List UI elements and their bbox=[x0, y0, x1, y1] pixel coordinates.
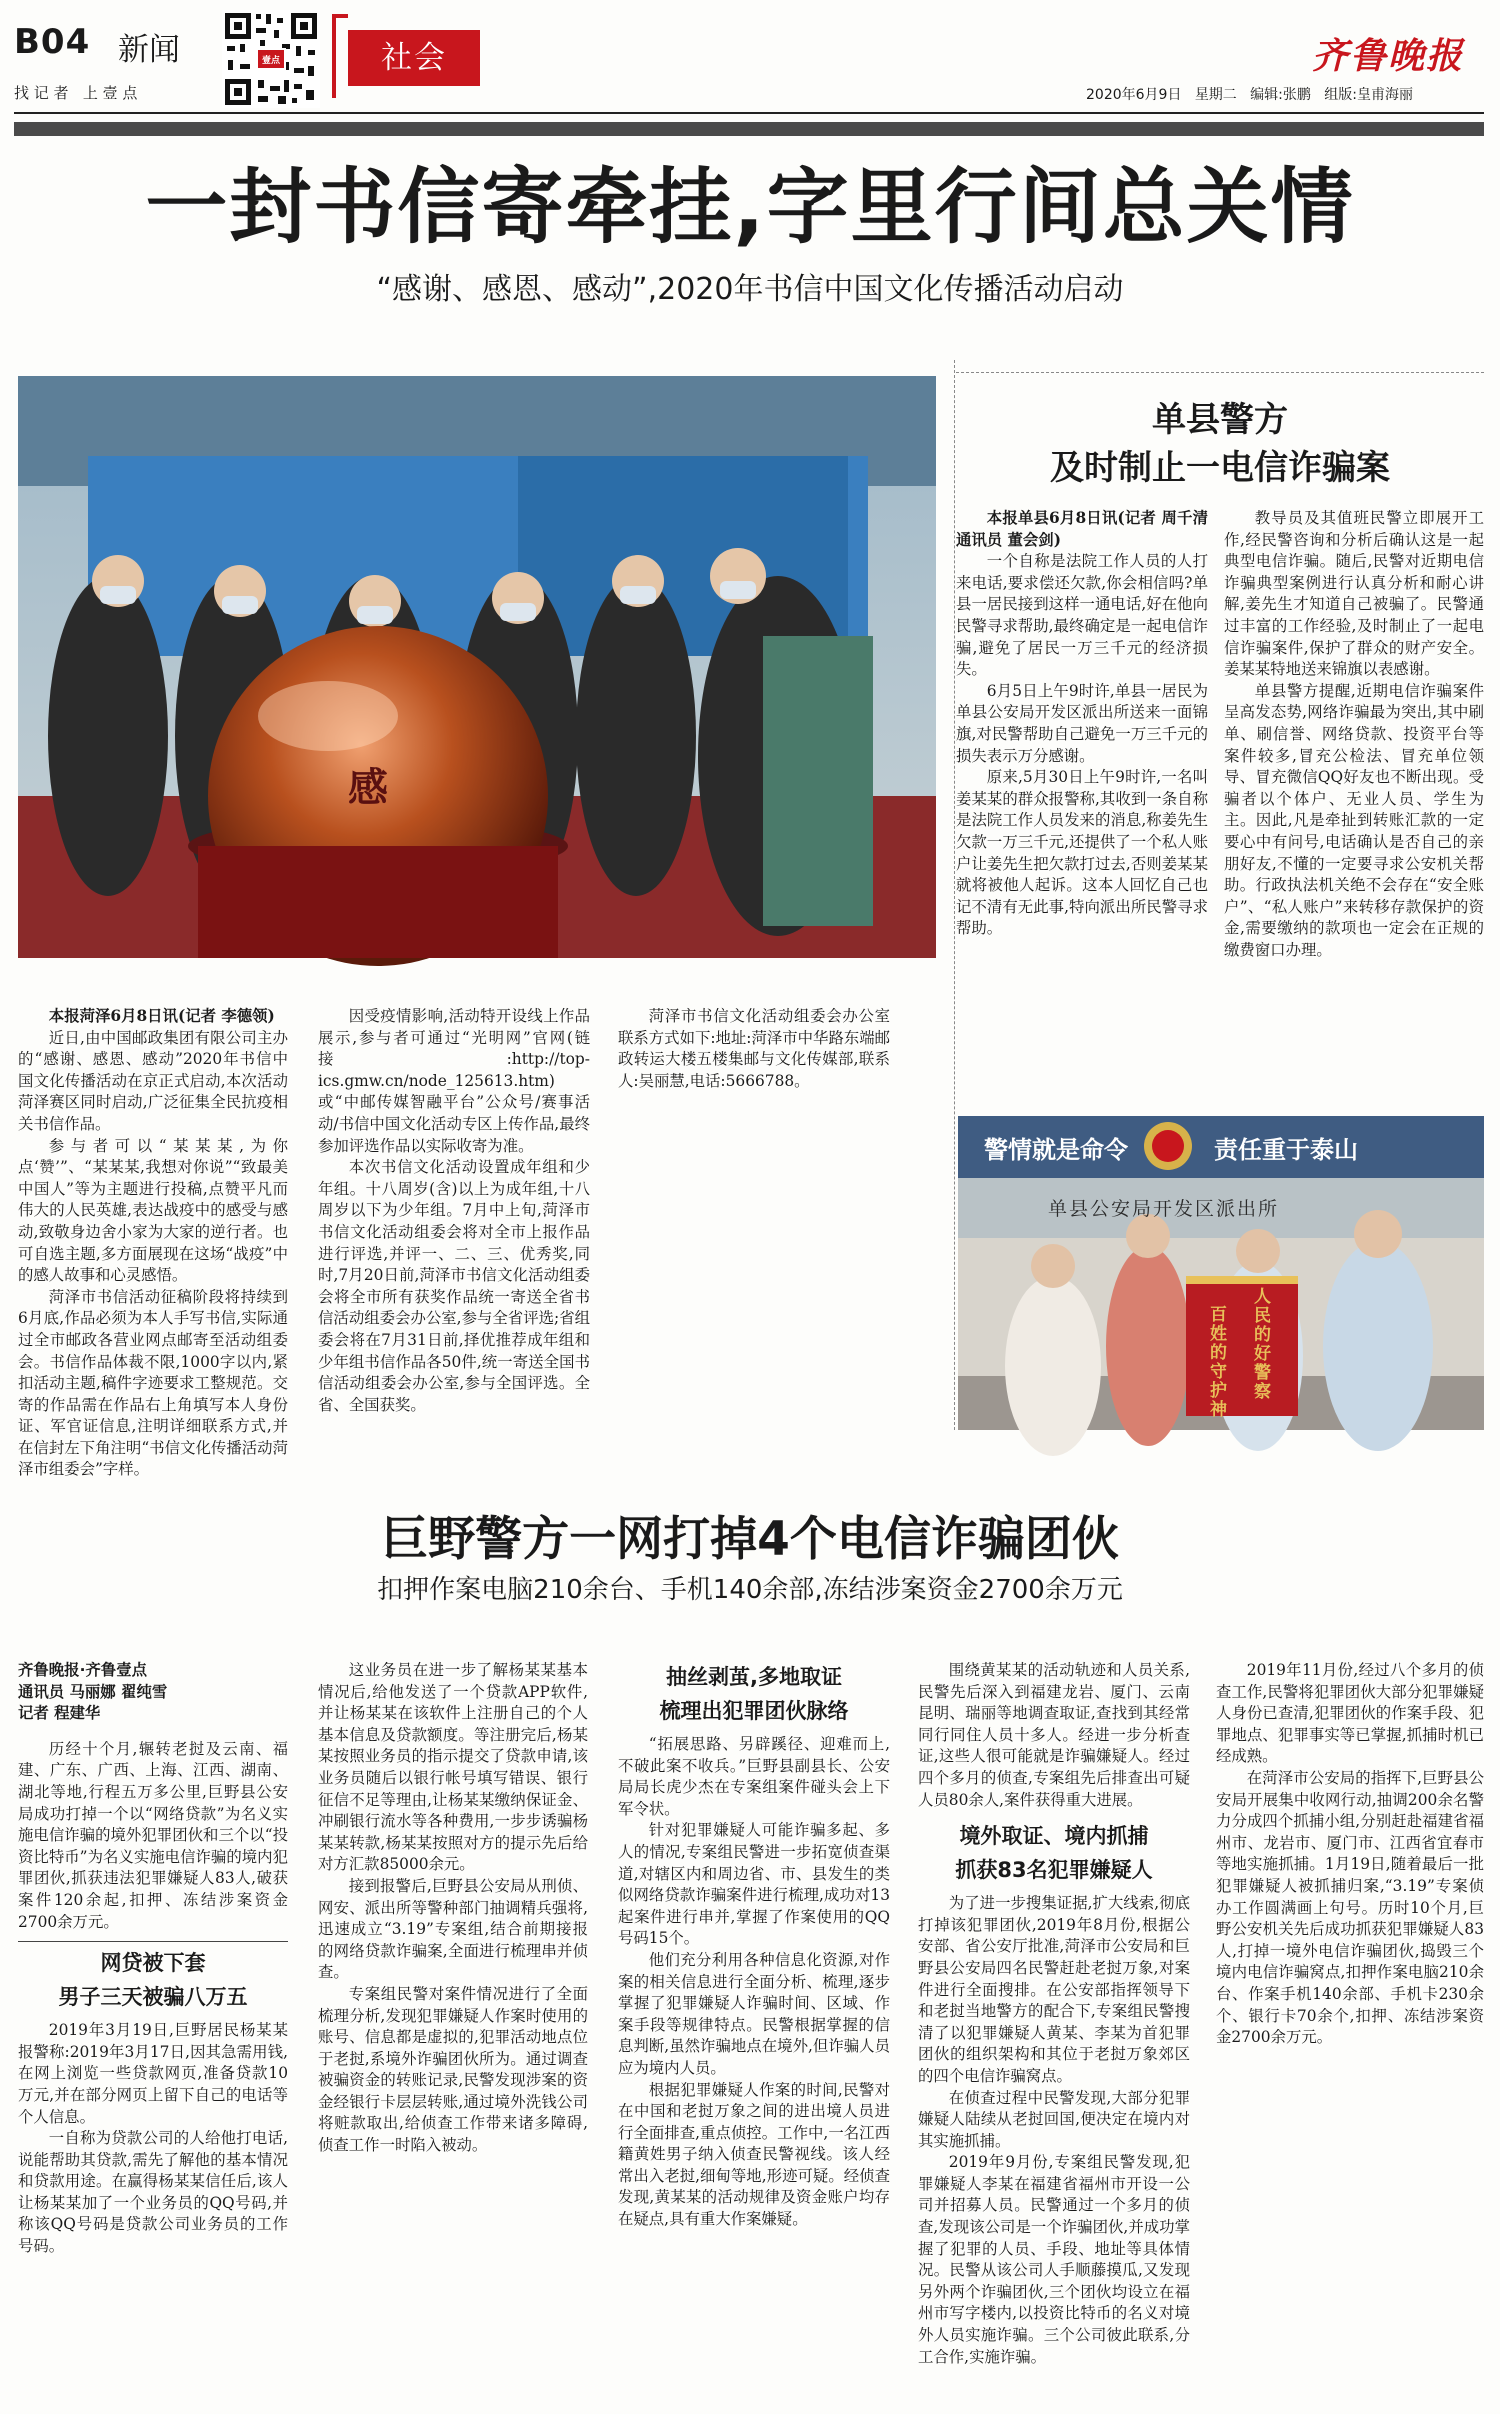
juye-paragraph: 一自称为贷款公司的人给他打电话,说能帮助其贷款,需先了解他的基本情况和贷款用途。在赢得杨某某信任后,该人让杨某某加了一个业务员的QQ号码,并称该QQ号码是贷款公司业务员的工作号码。 bbox=[18, 2129, 288, 2256]
lead-byline: 本报菏泽6月8日讯(记者 李德领) bbox=[48, 1007, 275, 1025]
shanxian-column-1 bbox=[956, 508, 1208, 1112]
juye-column-5 bbox=[1216, 1660, 1484, 2404]
juye-column-1 bbox=[18, 1660, 288, 2404]
juye-subhead-2 bbox=[618, 1660, 890, 1728]
section-name: 新闻 bbox=[118, 32, 180, 68]
juye-paragraph: 2019年3月19日,巨野居民杨某某报警称:2019年3月17日,因其急需用钱,在网上浏览一些贷款网页,准备贷款10万元,并在部分网页上留下自己的电话等个人信息。 bbox=[18, 2021, 288, 2126]
juye-paragraph: 围绕黄某某的活动轨迹和人员关系,民警先后深入到福建龙岩、厦门、云南昆明、瑞丽等地调查取证,查找到其经常同行同住人员十多人。经进一步分析查证,这些人很可能就是诈骗嫌疑人。经过四个多月的侦查,专案组先后排查出可疑人员80余人,案件获得重大进展。 bbox=[918, 1661, 1190, 1809]
shanxian-headline bbox=[956, 396, 1484, 492]
qr-label: 壹点 bbox=[261, 56, 280, 66]
editor-credit: 编辑:张鹏 bbox=[1250, 87, 1311, 103]
page-number: B04 bbox=[14, 22, 91, 62]
lead-headline: 一封书信寄牵挂,字里行间总关情 bbox=[145, 160, 1355, 255]
juye-subhead-3-line2: 抓获83名犯罪嫌疑人 bbox=[955, 1858, 1153, 1883]
juye-subhead-3-line1: 境外取证、境内抓捕 bbox=[959, 1824, 1149, 1849]
juye-subhead-1-line1: 网贷被下套 bbox=[100, 1951, 206, 1976]
juye-paragraph: 2019年11月份,经过八个多月的侦查工作,民警将犯罪团伙大部分犯罪嫌疑人身份已查清,犯罪团伙的作案手段、犯罪地点、犯罪事实等已掌握,抓捕时机已经成熟。 bbox=[1216, 1661, 1484, 1766]
shanxian-paragraph: 一个自称是法院工作人员的人打来电话,要求偿还欠款,你会相信吗?单县一居民接到这样一通电话,好在他向民警寻求帮助,最终确定是一起电信诈骗,避免了居民一万三千元的经济损失。 bbox=[956, 552, 1208, 679]
juye-subhead-2-line2: 梳理出犯罪团伙脉络 bbox=[659, 1699, 849, 1723]
masthead-slogan: 找 记 者 上 壹 点 bbox=[14, 84, 138, 102]
police-badge-icon bbox=[1144, 1122, 1192, 1170]
issue-date: 2020年6月9日 bbox=[1086, 87, 1182, 103]
juye-byline-2: 通讯员 马丽娜 翟纯雪 bbox=[18, 1682, 168, 1701]
lead-column-1 bbox=[18, 1006, 288, 1479]
juye-column-2 bbox=[318, 1660, 588, 2404]
lead-paragraph: 参与者可以“某某某,为你点‘赞’”、“某某某,我想对你说”“致最美中国人”等为主题进行投稿,点赞平凡而伟大的人民英雄,表达战疫中的感受与感动,致敬身边舍小家为大家的逆行者。也可自选主题,多方面展现在这场“战疫”中的感人故事和心灵感悟。 bbox=[18, 1136, 288, 1285]
paper-name: 齐鲁晚报 bbox=[1312, 35, 1465, 77]
masthead-rule bbox=[14, 112, 1484, 114]
juye-paragraph: “拓展思路、另辟蹊径、迎难而上,不破此案不收兵。”巨野县副县长、公安局局长虎少杰在专案组案件碰头会上下军令状。 bbox=[618, 1735, 890, 1818]
juye-subhead-1 bbox=[18, 1941, 288, 2014]
juye-paragraph: 这业务员在进一步了解杨某某基本情况后,给他发送了一个贷款APP软件,并让杨某某在该软件上注册自己的个人基本信息及贷款额度。等注册完后,杨某某按照业务员的指示提交了贷款申请,该业务员随后以银行帐号填写错误、银行征信不足等理由,让杨某某缴纳保证金、冲刷银行流水等各种费用,一步步诱骗杨某某转款,杨某某按照对方的提示先后给对方汇款85000余元。 bbox=[318, 1661, 588, 1874]
juye-paragraph: 在侦查过程中民警发现,大部分犯罪嫌疑人陆续从老挝回国,便决定在境内对其实施抓捕。 bbox=[918, 2088, 1190, 2150]
juye-paragraph: 历经十个月,辗转老挝及云南、福建、广东、广西、上海、江西、湖南、湖北等地,行程五万多公里,巨野县公安局成功打掉一个以“网络贷款”为名义实施电信诈骗的境外犯罪团伙和三个以“投资比特币”为名义实施电信诈骗的境内犯罪团伙,抓获违法犯罪嫌疑人83人,破获案件120余起,扣押、冻结涉案资金2700余万元。 bbox=[18, 1739, 288, 1931]
shanxian-paragraph: 6月5日上午9时许,单县一居民为单县公安局开发区派出所送来一面锦旗,对民警帮助自己避免一万三千元的损失表示万分感谢。 bbox=[956, 681, 1208, 765]
juye-column-4 bbox=[918, 1660, 1190, 2404]
photo-sign-slogan-1: 警情就是命令 bbox=[984, 1136, 1128, 1164]
juye-subhead-3 bbox=[918, 1819, 1190, 1887]
lead-paragraph: 本次书信文化活动设置成年组和少年组。十八周岁(含)以上为成年组,十八周岁以下为少年组。7月中上旬,菏泽市书信文化活动组委会将对全市上报作品进行评选,并评一、二、三、优秀奖,同时,7月20日前,菏泽市书信文化活动组委会将全市所有获奖作品统一寄送全省书信活动组委会办公室,参与全省评选;省组委会将在7月31日前,择优推荐成年组和少年组书信作品各50件,统一寄送全国书信活动组委会办公室,参与全国评选。全省、全国获奖。 bbox=[318, 1158, 590, 1414]
issue-weekday: 星期二 bbox=[1194, 87, 1237, 103]
juye-byline-3: 记者 程建华 bbox=[18, 1704, 101, 1723]
juye-byline-1: 齐鲁晚报·齐鲁壹点 bbox=[18, 1661, 147, 1679]
shanxian-column-2 bbox=[1224, 508, 1484, 1112]
juye-paragraph: 专案组民警对案件情况进行了全面梳理分析,发现犯罪嫌疑人作案时使用的账号、信息都是虚拟的,犯罪活动地点位于老挝,系境外诈骗团伙所为。通过调查被骗资金的转账记录,民警发现涉案的资金经银行卡层层转账,通过境外洗钱公司将赃款取出,给侦查工作带来诸多障碍,侦查工作一时陷入被动。 bbox=[318, 1984, 588, 2155]
juye-paragraph: 接到报警后,巨野县公安局从刑侦、网安、派出所等警种部门抽调精兵强将,迅速成立“3.19”专案组,结合前期接报的网络贷款诈骗案,全面进行梳理串并侦查。 bbox=[318, 1876, 588, 1982]
lead-column-2 bbox=[318, 1006, 590, 1430]
juye-subhead-2-line1: 抽丝剥茧,多地取证 bbox=[666, 1665, 842, 1689]
shanxian-headline-line1: 单县警方 bbox=[1152, 400, 1288, 440]
story-top-rule bbox=[956, 372, 1484, 373]
masthead-rule-thick bbox=[14, 122, 1484, 136]
juye-paragraph: 2019年9月份,专案组民警发现,犯罪嫌疑人李某在福建省福州市开设一公司并招募人员。民警通过一个多月的侦查,发现该公司是一个诈骗团伙,并成功掌握了犯罪的人员、手段、地址等具体情况。民警从该公司人手顺藤摸瓜,又发现另外两个诈骗团伙,三个团伙均设立在福州市写字楼内,以投资比特币的名义对境外人员实施诈骗。三个公司彼此联系,分工合作,实施诈骗。 bbox=[918, 2153, 1190, 2366]
juye-paragraph: 为了进一步搜集证据,扩大线索,彻底打掉该犯罪团伙,2019年8月份,根据公安部、省公安厅批准,菏泽市公安局和巨野县公安局四名民警赶赴老挝万象,对案件进行全面搜排。在公安部指挥领导下和老挝当地警方的配合下,专案组民警搜清了以犯罪嫌疑人黄某、李某为首犯罪团伙的组织架构和其位于老挝万象郊区的四个电信诈骗窝点。 bbox=[918, 1894, 1190, 2085]
lead-photo bbox=[18, 376, 936, 958]
shanxian-byline: 本报单县6月8日讯(记者 周千清 通讯员 董会剑) bbox=[956, 509, 1208, 549]
banner-text-1: 人民的好警察 bbox=[1254, 1287, 1271, 1402]
lead-paragraph: 因受疫情影响,活动特开设线上作品展示,参与者可通过“光明网”官网(链接:http://top-ics.gmw.cn/node_125613.htm)或“中邮传媒智融平台”公众号/赛事活动/书信中国文化活动专区上传作品,最终参加评选作品以实际收寄为准。 bbox=[318, 1007, 590, 1155]
masthead-meta bbox=[1086, 84, 1413, 104]
juye-paragraph: 在菏泽市公安局的指挥下,巨野县公安局开展集中收网行动,抽调200余名警力分成四个抓捕小组,分别赶赴福建省福州市、龙岩市、厦门市、江西省宜春市等地实施抓捕。1月19日,随着最后一批犯罪嫌疑人被抓捕归案,“3.19”专案侦办工作圆满画上句号。历时10个月,巨野公安机关先后成功抓获犯罪嫌疑人83人,打掉一境外电信诈骗团伙,捣毁三个境内电信诈骗窝点,扣押作案电脑210余台、作案手机140余部、手机卡230余个、银行卡70余个,扣押、冻结涉案资金2700余万元。 bbox=[1216, 1768, 1484, 2047]
shanxian-headline-line2: 及时制止一电信诈骗案 bbox=[1050, 448, 1390, 488]
shanxian-paragraph: 教导员及其值班民警立即展开工作,经民警咨询和分析后确认这是一起典型电信诈骗。随后,民警对近期电信诈骗典型案例进行认真分析和耐心讲解,姜先生才知道自己被骗了。民警通过丰富的工作经验,及时制止了一起电信诈骗案件,保护了群众的财产安全。姜某某特地送来锦旗以表感谢。 bbox=[1224, 509, 1484, 679]
shanxian-paragraph: 原来,5月30日上午9时许,一名叫姜某某的群众报警称,其收到一条自称是法院工作人员发来的消息,称姜先生欠款一万三千元,还提供了一个私人账户让姜先生把欠款打过去,否则姜某某就将被他人起诉。这本人回忆自己也记不清有无此事,特向派出所民警寻求帮助。 bbox=[956, 768, 1208, 938]
lead-column-3 bbox=[618, 1006, 890, 1430]
photo-sign-slogan-2: 责任重于泰山 bbox=[1214, 1136, 1358, 1164]
column-tag-corner bbox=[332, 14, 348, 98]
layout-credit: 组版:皇甫海丽 bbox=[1324, 87, 1413, 103]
column-tag: 社会 bbox=[348, 30, 480, 86]
photo-sign-station: 单县公安局开发区派出所 bbox=[1048, 1198, 1280, 1220]
banner-text-2: 百姓的守护神 bbox=[1210, 1305, 1227, 1420]
juye-subhead-1-line2: 男子三天被骗八万五 bbox=[58, 1985, 248, 2010]
shanxian-photo bbox=[958, 1116, 1484, 1430]
juye-column-3 bbox=[618, 1660, 890, 2404]
shanxian-paragraph: 单县警方提醒,近期电信诈骗案件呈高发态势,网络诈骗最为突出,其中刷单、刷信誉、网络贷款、投资平台等案件较多,冒充公检法、冒充单位领导、冒充微信QQ好友也不断出现。受骗者以个体户、无业人员、学生为主。因此,凡是牵扯到转账汇款的一定要心中有问号,电话确认是否自己的亲朋好友,不懂的一定要寻求公安机关帮助。行政执法机关绝不会存在“安全账户”、“私人账户”来转移存款保护的资金,需要缴纳的款项也一定会在正规的缴费窗口办理。 bbox=[1224, 681, 1484, 959]
juye-paragraph: 针对犯罪嫌疑人可能诈骗多起、多人的情况,专案组民警进一步拓宽侦查渠道,对辖区内和周边省、市、县发生的类似网络贷款诈骗案件进行梳理,成功对13起案件进行串并,掌握了作案使用的QQ号码15个。 bbox=[618, 1821, 890, 1948]
qr-code-icon[interactable] bbox=[222, 10, 320, 108]
column-separator bbox=[954, 360, 955, 1430]
lead-paragraph: 菏泽市书信活动征稿阶段将持续到6月底,作品必须为本人手写书信,实际通过全市邮政各营业网点邮寄至活动组委会。书信作品体裁不限,1000字以内,紧扣活动主题,稿件字迹要求工整规范。交寄的作品需在作品右上角填写本人身份证、军官证信息,注明详细联系方式,并在信封左下角注明“书信文化传播活动菏泽市组委会”字样。 bbox=[18, 1287, 288, 1479]
juye-subheadline: 扣押作案电脑210余台、手机140余部,冻结涉案资金2700余万元 bbox=[377, 1575, 1123, 1605]
juye-headline: 巨野警方一网打掉4个电信诈骗团伙 bbox=[381, 1512, 1119, 1567]
lead-subheadline: “感谢、感恩、感动”,2020年书信中国文化传播活动启动 bbox=[376, 272, 1124, 307]
juye-paragraph: 他们充分利用各种信息化资源,对作案的相关信息进行全面分析、梳理,逐步掌握了犯罪嫌疑人诈骗时间、区域、作案手段等规律特点。民警根据掌握的信息判断,虽然诈骗地点在境外,但诈骗人员应为境内人员。 bbox=[618, 1950, 890, 2077]
photo-globe-character: 感 bbox=[348, 765, 388, 811]
juye-paragraph: 根据犯罪嫌疑人作案的时间,民警对在中国和老挝万象之间的进出境人员进行全面排查,重点侦控。工作中,一名江西籍黄姓男子纳入侦查民警视线。该人经常出入老挝,细甸等地,形迹可疑。经侦查发现,黄某某的活动规律及资金账户均存在疑点,具有重大作案嫌疑。 bbox=[618, 2080, 890, 2229]
lead-paragraph: 菏泽市书信文化活动组委会办公室联系方式如下:地址:菏泽市中华路东端邮政转运大楼五楼集邮与文化传媒部,联系人:吴丽慧,电话:5666788。 bbox=[618, 1007, 891, 1090]
lead-paragraph: 近日,由中国邮政集团有限公司主办的“感谢、感恩、感动”2020年书信中国文化传播活动在京正式启动,本次活动菏泽赛区同时启动,广泛征集全民抗疫相关书信作品。 bbox=[18, 1028, 288, 1133]
